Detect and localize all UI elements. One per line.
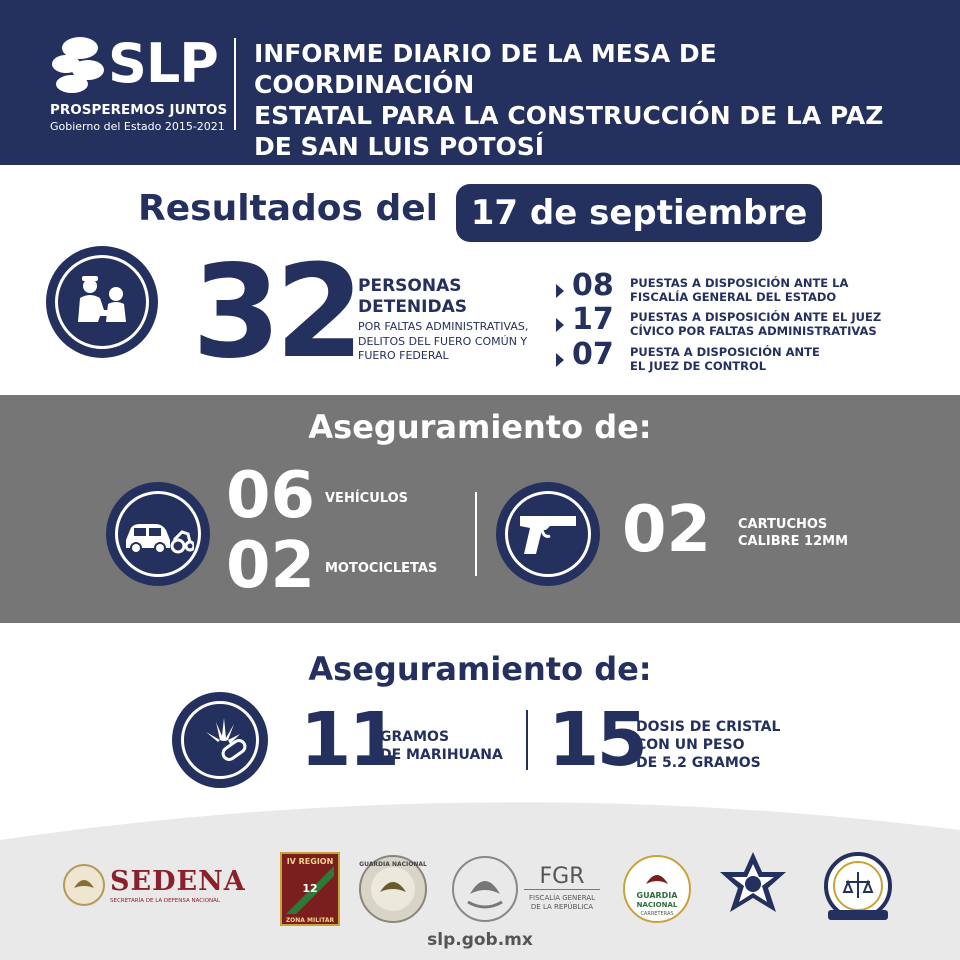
crystal-label — [636, 718, 780, 772]
drugs-section-title: Aseguramiento de: — [308, 650, 652, 688]
motorcycles-label: MOTOCICLETAS — [325, 561, 438, 576]
pistol-icon — [516, 510, 580, 558]
crystal-count: 15 — [548, 697, 645, 783]
arrow-right-icon — [556, 353, 564, 367]
fgr-wordmark: FGR — [524, 864, 600, 890]
disposition-label-line: FISCALÍA GENERAL DEL ESTADO — [630, 290, 837, 304]
guardia-nacional-seal-icon — [358, 854, 428, 924]
date-badge: 17 de septiembre — [456, 184, 822, 242]
vehicles-section-title: Aseguramiento de: — [308, 408, 652, 446]
fgr-logo — [524, 864, 604, 914]
header-banner — [0, 0, 960, 165]
region-top-label: IV REGION — [286, 857, 334, 866]
crystal-label-line: DOSIS DE CRISTAL — [636, 719, 781, 735]
slp-logo — [50, 32, 228, 136]
sedena-subtitle: SECRETARÍA DE LA DEFENSA NACIONAL — [110, 898, 220, 904]
results-label: Resultados del — [138, 188, 439, 229]
disposition-label-line: PUESTAS A DISPOSICIÓN ANTE EL JUEZ — [630, 310, 882, 324]
logo-wordmark: SLP — [108, 32, 218, 95]
slp-logo-icon — [50, 36, 106, 94]
disposition-label-line: CÍVICO POR FALTAS ADMINISTRATIVAS — [630, 324, 877, 338]
marijuana-count: 11 — [300, 697, 397, 783]
cartridges-label-line: CARTUCHOS — [738, 517, 828, 532]
vehicles-count: 06 — [226, 459, 316, 533]
guardia-ring-label: GUARDIA NACIONAL — [359, 861, 427, 868]
vehicle-icon-circle — [106, 482, 210, 586]
gn-carreteras-line: GUARDIA — [636, 891, 678, 900]
crystal-label-line: DE 5.2 GRAMOS — [636, 755, 761, 771]
crystal-label-line: CON UN PESO — [636, 737, 745, 753]
gn-carreteras-line: NACIONAL — [636, 901, 678, 909]
arrow-right-icon — [556, 284, 564, 298]
cartridges-label-line: CALIBRE 12MM — [738, 534, 849, 549]
band-divider — [475, 492, 477, 576]
disposition-label-line: PUESTA A DISPOSICIÓN ANTE — [630, 345, 820, 359]
marijuana-label-line: DE MARIHUANA — [380, 747, 503, 763]
detained-title-line: DETENIDAS — [358, 297, 467, 317]
report-title-line: ESTATAL PARA LA CONSTRUCCIÓN DE LA PAZ — [254, 101, 884, 130]
cartridges-label — [738, 516, 848, 550]
eagle-seal-icon — [62, 862, 106, 908]
fgr-subtitle-line: DE LA REPÚBLICA — [530, 903, 594, 911]
vehicles-label: VEHÍCULOS — [325, 491, 408, 506]
detained-count: 32 — [192, 238, 359, 387]
drug-icon-circle — [172, 692, 268, 788]
motorcycles-count: 02 — [226, 529, 316, 603]
disposition-count: 08 — [572, 268, 614, 303]
region-number: 12 — [302, 882, 318, 895]
logo-government: Gobierno del Estado 2015-2021 — [50, 120, 225, 133]
national-seal-icon — [450, 854, 520, 924]
report-title-line: INFORME DIARIO DE LA MESA DE COORDINACIÓN — [254, 39, 717, 99]
disposition-label — [630, 276, 900, 304]
marijuana-label-line: GRAMOS — [380, 729, 450, 745]
cartridges-count: 02 — [622, 493, 712, 567]
military-zone-badge-icon — [280, 852, 340, 926]
disposition-label-line: EL JUEZ DE CONTROL — [630, 359, 767, 373]
arrow-right-icon — [556, 318, 564, 332]
logo-tagline: PROSPEREMOS JUNTOS — [50, 102, 228, 118]
report-title — [254, 38, 934, 162]
fgr-subtitle-line: FISCALÍA GENERAL — [529, 894, 595, 902]
detained-icon-circle — [46, 246, 158, 358]
sedena-wordmark: SEDENA — [110, 866, 246, 897]
disposition-label — [630, 310, 900, 338]
drugs-divider — [526, 710, 528, 770]
fiscalia-estado-seal-icon — [818, 852, 898, 926]
marijuana-label — [380, 728, 503, 764]
guardia-nacional-carreteras-icon — [622, 854, 692, 924]
disposition-count: 17 — [572, 302, 614, 337]
police-star-badge-icon — [716, 850, 790, 926]
header-divider — [234, 38, 236, 130]
weapon-icon-circle — [496, 482, 600, 586]
sedena-logo — [62, 862, 262, 912]
detained-title-line: PERSONAS — [358, 276, 462, 296]
detained-title — [358, 276, 467, 318]
disposition-count: 07 — [572, 337, 614, 372]
detained-person-icon — [70, 270, 134, 334]
marijuana-pill-icon — [194, 712, 248, 768]
disposition-label — [630, 345, 900, 373]
gn-carreteras-line: CARRETERAS — [640, 911, 674, 917]
disposition-label-line: PUESTAS A DISPOSICIÓN ANTE LA — [630, 276, 849, 290]
report-title-line: DE SAN LUIS POTOSÍ — [254, 132, 545, 161]
detained-subtitle — [358, 320, 558, 364]
fgr-subtitle — [524, 894, 600, 912]
website-link[interactable]: slp.gob.mx — [427, 930, 533, 950]
detained-sub-line: DELITOS DEL FUERO COMÚN Y — [358, 334, 528, 348]
detained-sub-line: FUERO FEDERAL — [358, 349, 449, 362]
region-bottom-label: ZONA MILITAR — [285, 917, 335, 924]
car-motorcycle-icon — [122, 512, 194, 556]
detained-sub-line: POR FALTAS ADMINISTRATIVAS, — [358, 320, 529, 333]
